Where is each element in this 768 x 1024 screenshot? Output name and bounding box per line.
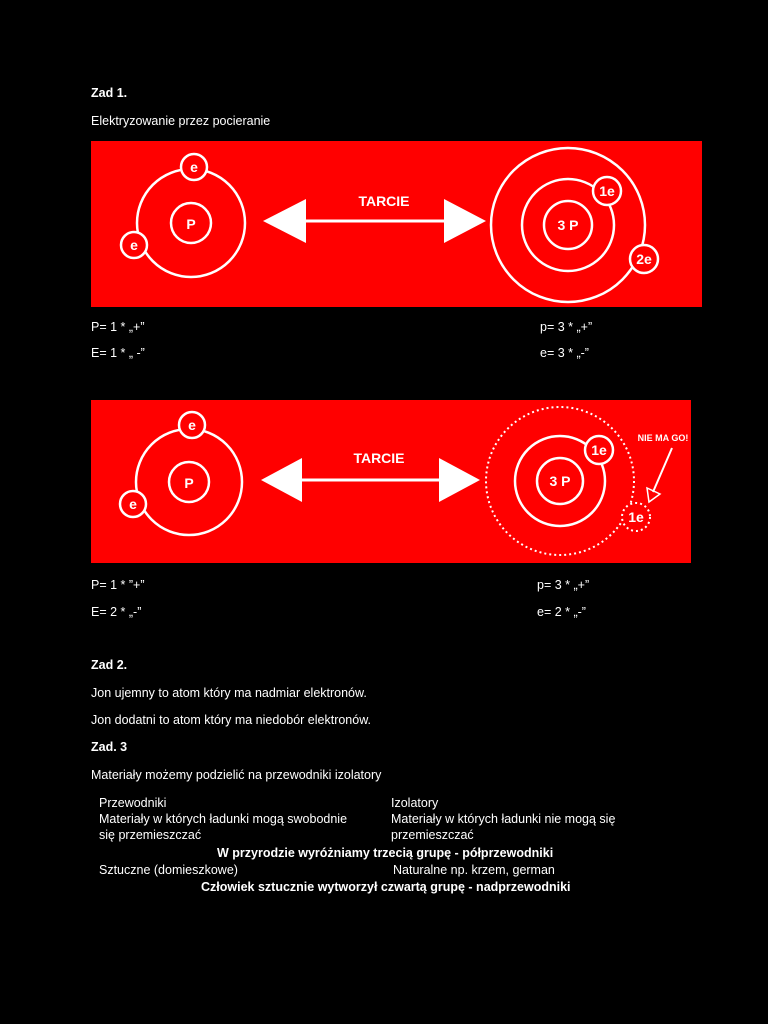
zad3-intro: Materiały możemy podzielić na przewodniki izolatory xyxy=(91,768,382,782)
artificial-label: Sztuczne (domieszkowe) xyxy=(99,863,238,877)
insulators-desc-2: przemieszczać xyxy=(391,828,474,842)
arrow-label: TARCIE xyxy=(358,193,410,209)
formula-left-e-1: E= 1 * „ -” xyxy=(91,346,145,360)
right-nucleus-label: 3 P xyxy=(557,217,579,233)
left-atom-2 xyxy=(120,412,242,535)
zad2-heading: Zad 2. xyxy=(91,658,128,672)
formula-left-p-2: P= 1 * ”+” xyxy=(91,578,145,592)
right-atom-1 xyxy=(491,148,658,302)
electron-label: 2e xyxy=(636,251,652,267)
conductors-desc-2: się przemieszczać xyxy=(99,828,202,842)
left-atom-1 xyxy=(121,154,245,277)
right-atom-2 xyxy=(486,407,650,555)
insulators-title: Izolatory xyxy=(391,796,439,810)
natural-label: Naturalne np. krzem, german xyxy=(393,863,555,877)
insulators-desc-1: Materiały w których ładunki nie mogą się xyxy=(391,812,616,826)
formula-right-e-1: e= 3 * „-” xyxy=(540,346,589,360)
electron-label: e xyxy=(130,237,138,253)
zad2-line-2: Jon dodatni to atom który ma niedobór elektronów. xyxy=(91,713,372,727)
zad2-line-1: Jon ujemny to atom który ma nadmiar elektronów. xyxy=(91,686,367,700)
electron-label: 1e xyxy=(599,183,615,199)
conductors-desc-1: Materiały w których ładunki mogą swobodnie xyxy=(99,812,348,826)
semiconductors-line: W przyrodzie wyróżniamy trzecią grupę - półprzewodniki xyxy=(217,846,554,860)
conductors-title: Przewodniki xyxy=(99,796,167,810)
note-label: NIE MA GO! xyxy=(637,433,689,443)
right-nucleus-label: 3 P xyxy=(549,473,571,489)
superconductors-line: Człowiek sztucznie wytworzył czwartą grupę - nadprzewodniki xyxy=(201,880,571,894)
pointer-arrow-icon xyxy=(647,448,672,502)
zad1-heading: Zad 1. xyxy=(91,86,128,100)
electron-label: 1e xyxy=(591,442,607,458)
formula-right-p-2: p= 3 * „+” xyxy=(537,578,590,592)
electron-label: e xyxy=(188,417,196,433)
formula-right-e-2: e= 2 * „-” xyxy=(537,605,586,619)
lost-electron-label: 1e xyxy=(628,509,644,525)
diagram-1 xyxy=(91,141,702,307)
diagram-2 xyxy=(91,400,691,563)
zad1-subtitle: Elektryzowanie przez pocieranie xyxy=(91,114,271,128)
formula-left-p-1: P= 1 * „+” xyxy=(91,320,145,334)
left-nucleus-label: P xyxy=(186,216,196,232)
electron-label: e xyxy=(129,496,137,512)
left-nucleus-label: P xyxy=(184,475,194,491)
electron-label: e xyxy=(190,159,198,175)
zad3-heading: Zad. 3 xyxy=(91,740,128,754)
formula-right-p-1: p= 3 * „+” xyxy=(540,320,593,334)
arrow-label: TARCIE xyxy=(353,450,405,466)
formula-left-e-2: E= 2 * „-” xyxy=(91,605,142,619)
